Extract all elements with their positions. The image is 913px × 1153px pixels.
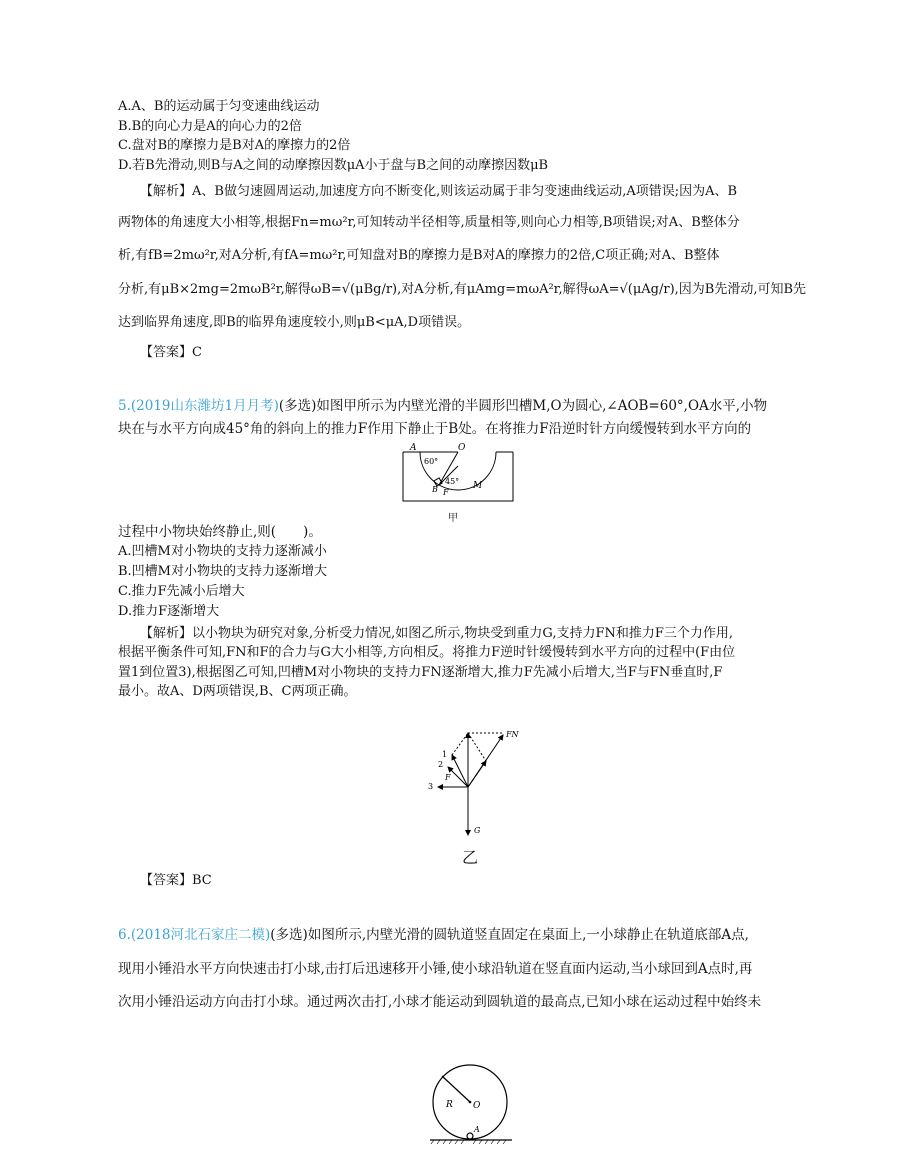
label-g: G <box>474 826 481 835</box>
q5-option-a: A.凹槽M对小物块的支持力逐渐减小 <box>118 544 327 559</box>
q5-option-b: B.凹槽M对小物块的支持力逐渐增大 <box>118 564 327 579</box>
label-o: O <box>473 1101 481 1111</box>
q6-stem-2: 现用小锤沿水平方向快速击打小球,击打后迅速移开小锤,使小球沿轨道在竖直面内运动,当小球回到A点时,再 <box>118 961 753 977</box>
q6-stem-1: (多选)如图所示,内壁光滑的圆轨道竖直固定在桌面上,一小球静止在轨道底部A点, <box>270 927 749 943</box>
q5-analysis-line-2: 根据平衡条件可知,FN和F的合力与G大小相等,方向相反。将推力F逆时针缓慢转到水平方向的过程中(F由位 <box>118 645 736 660</box>
q5-analysis-line-3: 置1到位置3),根据图乙可知,凹槽M对小物块的支持力FN逐渐增大,推力F先减小后增大,当F与FN垂直时,F <box>118 665 723 680</box>
q6-stem-3: 次用小锤沿运动方向击打小球。通过两次击打,小球才能运动到圆轨道的最高点,已知小球在运动过程中始终未 <box>118 994 762 1010</box>
label-a: A <box>474 1125 480 1134</box>
q4-option-d: D.若B先滑动,则B与A之间的动摩擦因数μA小于盘与B之间的动摩擦因数μB <box>118 158 549 173</box>
radius-r <box>442 1076 470 1102</box>
q4-option-c: C.盘对B的摩擦力是B对A的摩擦力的2倍 <box>118 138 351 153</box>
label-2: 2 <box>438 760 444 769</box>
label-60: 60° <box>424 457 439 466</box>
label-3: 3 <box>428 782 434 791</box>
q4-answer: 【答案】C <box>140 345 202 360</box>
q4-analysis-line-2: 两物体的角速度大小相等,根据Fn=mω²r,可知转动半径相等,质量相等,则向心力相等,B项错误;对A、B整体分 <box>118 215 740 230</box>
q5-figure-yi <box>418 725 528 850</box>
q5-stem-2: 块在与水平方向成45°角的斜向上的推力F作用下静止于B处。在将推力F沿逆时针方向缓慢转到水平方向的 <box>118 421 752 437</box>
label-f: F <box>445 773 451 782</box>
q4-analysis-line-1: 【解析】A、B做匀速圆周运动,加速度方向不断变化,则该运动属于非匀变速曲线运动,A项错误;因为A、B <box>140 184 738 199</box>
q5-analysis-line-4: 最小。故A、D两项错误,B、C两项正确。 <box>118 684 357 699</box>
q4-option-a: A.A、B的运动属于匀变速曲线运动 <box>118 99 320 114</box>
force-f-1 <box>452 755 468 787</box>
label-a: A <box>410 443 417 453</box>
q5-analysis-line-1: 【解析】以小物块为研究对象,分析受力情况,如图乙所示,物块受到重力G,支持力FN和推力F三个力作用, <box>140 626 733 641</box>
q4-option-b: B.B的向心力是A的向心力的2倍 <box>118 119 302 134</box>
q5-answer: 【答案】BC <box>140 873 212 888</box>
q4-analysis-line-3: 析,有fB=2mω²r,对A分析,有fA=mω²r,可知盘对B的摩擦力是B对A的摩擦力的2倍,C项正确;对A、B整体 <box>118 248 720 263</box>
label-45: 45° <box>445 477 460 486</box>
q5-figure-jia <box>398 440 518 520</box>
q5-figure-yi-caption: 乙 <box>462 848 479 867</box>
q5-option-c: C.推力F先减小后增大 <box>118 584 245 599</box>
label-r: R <box>446 1100 453 1110</box>
q5-figure-jia-caption: 甲 <box>448 513 458 524</box>
label-m: M <box>473 481 483 491</box>
ball <box>467 1133 473 1139</box>
q5-source: 5.(2019山东潍坊1月月考) <box>118 398 279 414</box>
force-f-2 <box>448 767 468 787</box>
q5-stem-3: 过程中小物块始终静止,则( )。 <box>118 524 322 540</box>
q4-analysis-line-5: 达到临界角速度,即B的临界角速度较小,则μB<μA,D项错误。 <box>118 315 471 330</box>
label-b: B <box>432 485 438 494</box>
q5-option-d: D.推力F逐渐增大 <box>118 604 220 619</box>
label-o: O <box>458 443 466 453</box>
label-fn: FN <box>506 730 519 739</box>
q5-line-1 <box>118 396 767 416</box>
q6-line-1 <box>118 925 749 945</box>
label-f: F <box>443 488 449 497</box>
q6-figure <box>428 1060 518 1150</box>
q4-analysis-line-4: 分析,有μB×2mg=2mωB²r,解得ωB=√(μBg/r),对A分析,有μAmg=mωA²r,解得ωA=√(μAg/r),因为B先滑动,可知B先 <box>118 282 807 297</box>
q6-source: 6.(2018河北石家庄二模) <box>118 927 271 943</box>
q5-stem-1: (多选)如图甲所示为内壁光滑的半圆形凹槽M,O为圆心,∠AOB=60°,OA水平,小物 <box>278 398 768 414</box>
label-1: 1 <box>442 750 448 759</box>
